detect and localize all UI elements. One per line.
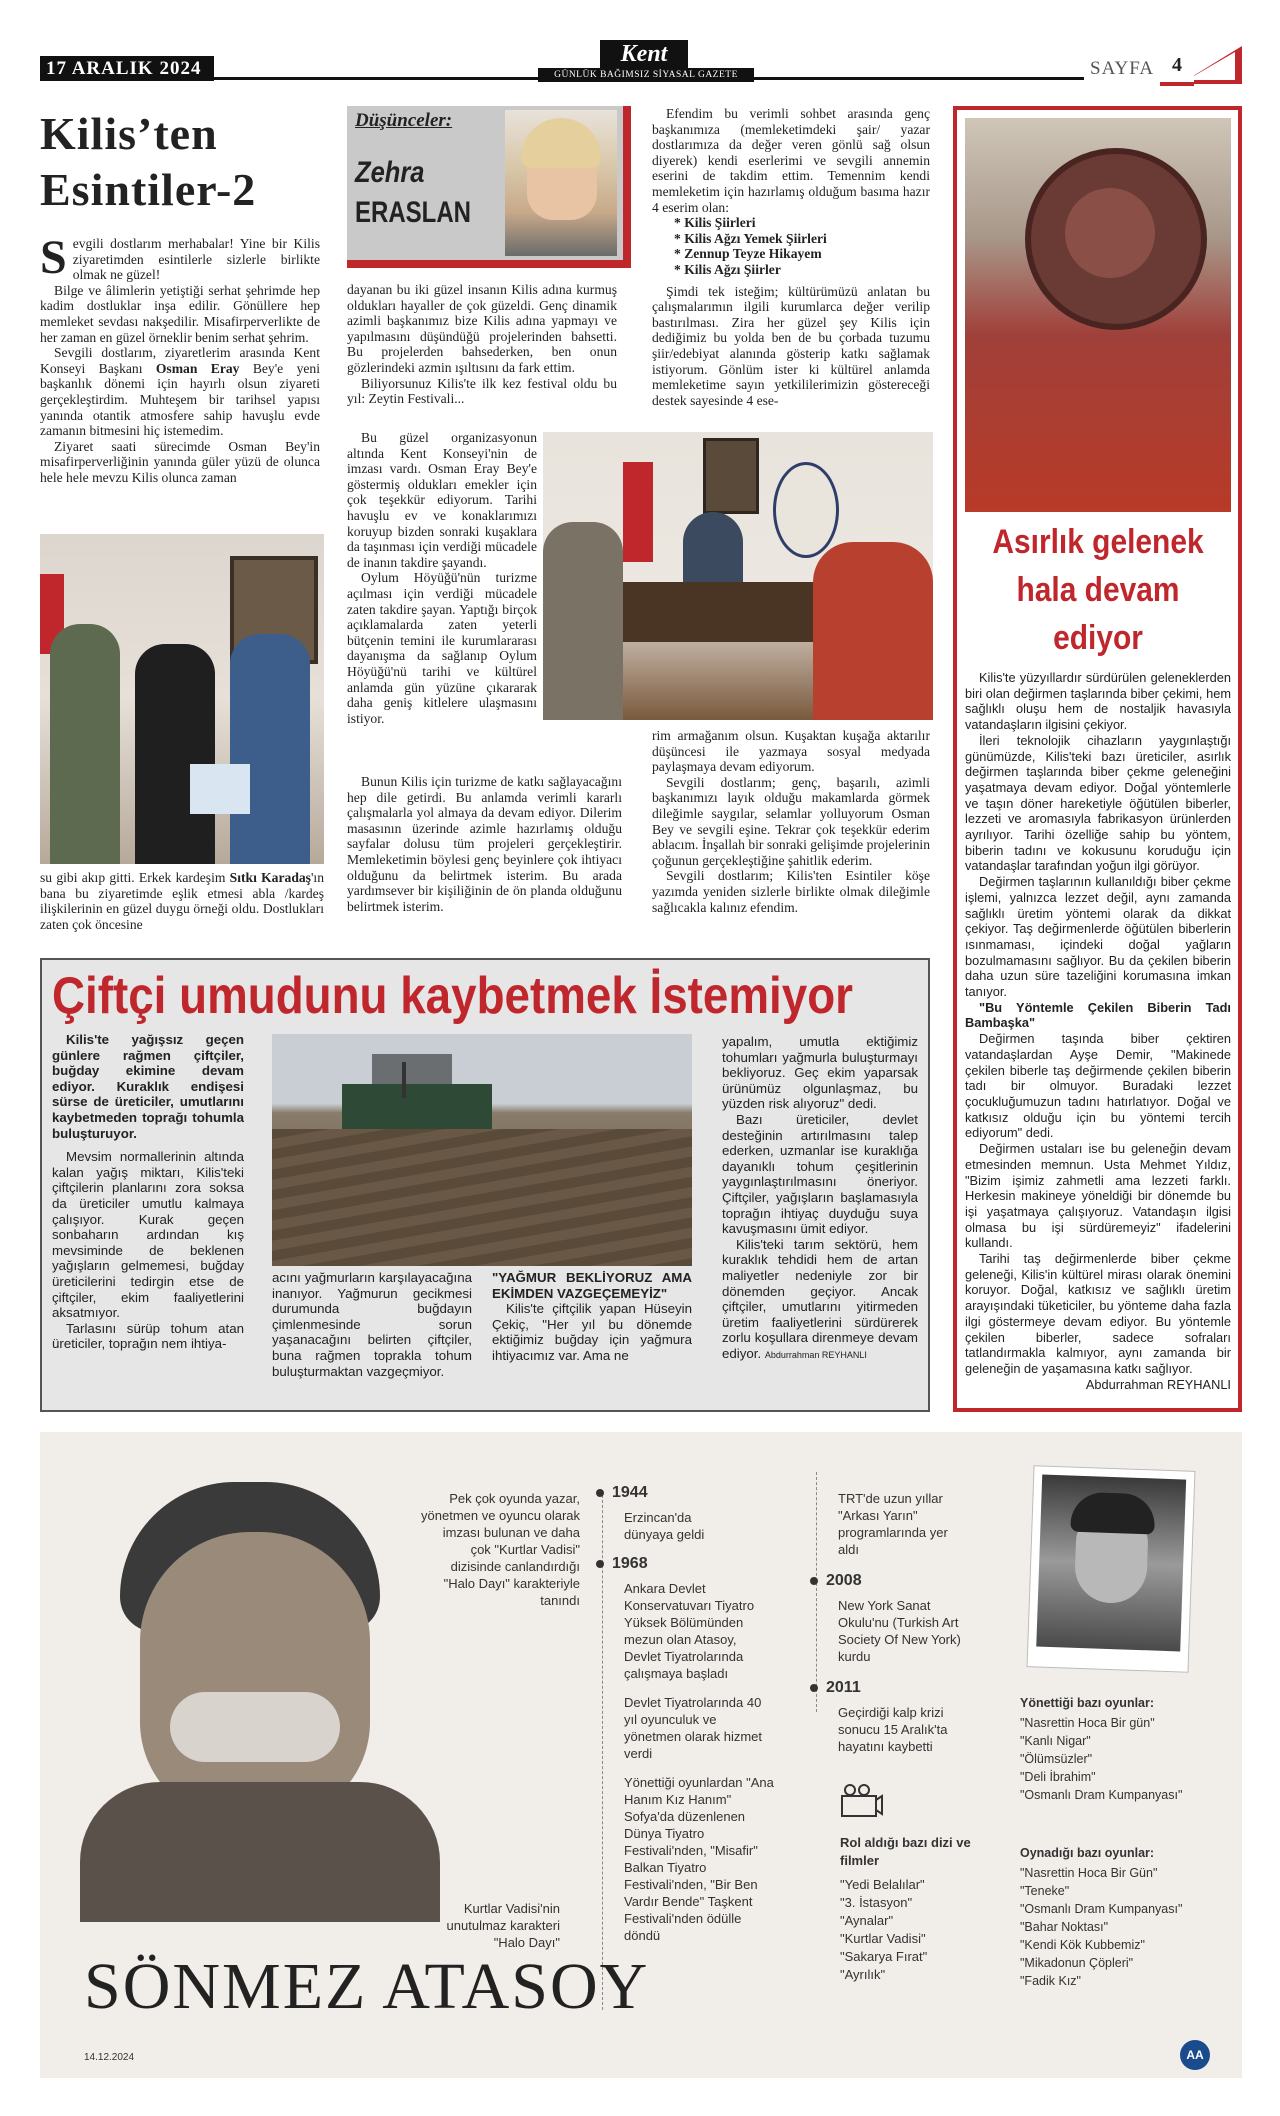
role-item: "Ayrılık" — [840, 1967, 886, 1982]
col1-paragraph-2: Bilge ve âlimlerin yetiştiği serhat şehrimde hep kadim dostluklar inşa edilir. Gönüllere hep memleket sevdası nakşedilir. Misafirperverlikte de her zaman en güzel örneklir benim serhat şehrim. — [40, 282, 320, 345]
played-plays — [1020, 1844, 1230, 1990]
col2-paragraph-4: Oylum Höyüğü'nün turizme açılması için verdiği mücadele zaten takdire şayan. Yaptığı birçok açıklamalarda zaten yeterli bütçenin temini ile kurumlararası dayanışma da sağlanıp Oylum Höyüğü'nü tarihi ve kültürel anlamda gün yüzüne çıkararak daha geniş kitlelere ulaşmasını istiyor. — [347, 570, 537, 726]
played-item: "Osmanlı Dram Kumpanyası" — [1020, 1902, 1183, 1916]
timeline-year: 1968 — [612, 1555, 648, 1572]
pepper-paragraph-1: Kilis'te yüzyıllardır sürdürülen geleneklerden biri olan değirmen taşlarında biber çekimi, hem sağlıklı oluşu hem de nostaljik havasıyla vatandaşların ilgisini çekiyor. — [965, 670, 1231, 733]
author-first-name: Zehra — [355, 156, 425, 189]
role-item: "Kurtlar Vadisi" — [840, 1931, 926, 1946]
pepper-paragraph-5: Değirmen ustaları ise bu geleneğin devam etmesinden memnun. Usta Mehmet Yıldız, "Bizim işimiz zahmetli ama lezzeti farklı. Herkesin makineye yöneldiği bir dönemde bu işi yaşatmaya çalışıyoruz. Vatandaşın ilgisi olmasa bu işi sürdüremeyiz" ifadelerini kullandı. — [965, 1141, 1231, 1251]
farmer-c3-paragraph-1: Kilis'te çiftçilik yapan Hüseyin Çekiç, "Her yıl bu dönemde ektiğimiz buğday için yağmura ihtiyacımız var. Ama ne — [492, 1301, 692, 1363]
author-last-name: ERASLAN — [355, 196, 472, 229]
played-title: Oynadığı bazı oyunlar: — [1020, 1846, 1155, 1860]
timeline-column-2 — [810, 1490, 990, 1755]
played-item: "Fadik Kız" — [1020, 1974, 1081, 1988]
newspaper-logo: Kent — [600, 40, 688, 68]
roles-title: Rol aldığı bazı dizi ve filmler — [840, 1835, 971, 1868]
timeline-entry — [810, 1679, 990, 1755]
portrait-caption: Kurtlar Vadisi'nin unutulmaz karakteri "Halo Dayı" — [446, 1901, 560, 1950]
col1-paragraph-1: evgili dostlarım merhabalar! Yine bir Kilis ziyaretimden esintilerle sizlerle birlikte olmak ne güzel! — [72, 236, 320, 283]
book-item: * Zennup Teyze Hikayem — [674, 246, 822, 262]
issue-date: 17 ARALIK 2024 — [40, 56, 214, 81]
col1-paragraph-5: su gibi akıp gitti. Erkek kardeşim Sıtkı Karadaş'ın bana bu ziyaretimde eşlik etmesi abla /kardeş ilişkilerinin en güzel duygu örneği oldu. Dostlukları zaten çok öncesine — [40, 870, 324, 932]
pepper-paragraph-3: Değirmen taşlarının kullanıldığı biber çekme işlemi, yalnızca lezzet değil, aynı zamanda sağlıklı üretim yöntemi olarak da dikkat çekiyor. Taş değirmenlerde öğütülen biberlerin ısınmaması, içindeki doğal yağların bozulmamasını sağlıyor. Bu da çekilen biberin daha uzun süre tazeliğini korumasına imkan tanıyor. — [965, 874, 1231, 1000]
timeline-text: New York Sanat Okulu'nu (Turkish Art Society Of New York) kurdu — [838, 1598, 961, 1664]
farmer-c1-paragraph-1: Mevsim normallerinin altında kalan yağış miktarı, Kilis'teki çiftçilerin planlarını zora soksa da üreticiler umutlu kalmaya çalışıyor. Kurak geçen sonbaharın ardından kış mevsiminde de beklenen yağışların gelmemesi, buğday üreticilerini tedirgin etse de çiftçiler, ekim faaliyetlerini aksatmıyor. — [52, 1149, 244, 1321]
col2-paragraph-5: Bunun Kilis için turizme de katkı sağlayacağını hep dile getirdi. Bu anlamda verimli kararlı çalışmalarla yol almaya da devam ediyor. Dilerim masasının üzerinde azimle hazırlamış olduğu sayfalar dolusu tüm projeleri gerçekleştirir. Memleketimin böylesi genç beyinlere çok ihtiyacı olduğunu da belirtmek isterim. Bu arada yardımsever bir kişiliğinin de ön planda olduğunu belirtmek isterim. — [347, 774, 622, 914]
directed-item: "Ölümsüzler" — [1020, 1752, 1093, 1766]
page-number: 4 — [1160, 48, 1194, 86]
col3-paragraph-5: Sevgili dostlarım; Kilis'ten Esintiler köşe yazımda yeniden sizlerle birlikte olmak dileğimle sağlıcakla kalınız efendim. — [652, 868, 930, 915]
column-label: Düşünceler: — [355, 110, 453, 131]
book-list — [652, 215, 930, 277]
pepper-paragraph-4: Değirmen taşında biber çektiren vatandaşlardan Ayşe Demir, "Makinede çekilen biberle taş değirmende çekilen biberin tadı bir olmuyor. Buradaki lezzet çocukluğumuzun tadını hatırlatıyor. Doğal ve katkısız olduğu için bu yöntemi tercih ediyorum" dedi. — [965, 1031, 1231, 1141]
played-item: "Kendi Kök Kubbemiz" — [1020, 1938, 1145, 1952]
book-item: * Kilis Şiirleri — [674, 215, 756, 231]
farmer-c4-paragraph-3: Kilis'teki tarım sektörü, hem kuraklık tehdidi hem de artan maliyetler nedeniyle zor bir dönemden geçiyor. Ancak çiftçiler, umutlarını yitirmeden üretim faaliyetlerini sürdürerek zorlu koşullara direnmeye devam ediyor. Abdurrahman REYHANLI — [722, 1236, 918, 1361]
farmer-article-box — [40, 958, 930, 1412]
directed-plays — [1020, 1694, 1230, 1804]
directed-item: "Deli İbrahim" — [1020, 1770, 1096, 1784]
infographic-date: 14.12.2024 — [84, 2052, 135, 2063]
young-portrait-photo — [1027, 1465, 1196, 1673]
col3-paragraph-2: Şimdi tek isteğim; kültürümüzü anlatan bu çalışmalarımın ilgili kurumlarca değer verilip bastırılması. Zira her güzel şey Kilis için dediğimiz bu yolda ben de bu çorbada tuzumu şiir/edebiyat alanında gösterip katkı sağlamak istiyorum. Gönlüm ister ki kültürel anlamda memleketime sayın yetkililerimizin göstereceği destek sayesinde 4 ese- — [652, 283, 930, 408]
film-clapper-icon — [840, 1784, 884, 1818]
trt-text: TRT'de uzun yıllar "Arkası Yarın" programlarında yer aldı — [838, 1491, 948, 1557]
visit-photo-2 — [543, 432, 933, 720]
farmer-c4-paragraph-1: yapalım, umutla ektiğimiz tohumları yağmurla buluşturmayı bekliyoruz. Geç ekim yaparsak ürünümüz olgunlaşmaz, bu yüzden risk alıyoruz" dedi. — [722, 1034, 918, 1112]
page-label: SAYFA — [1090, 58, 1155, 79]
farmer-byline: Abdurrahman REYHANLI — [764, 1349, 867, 1360]
col2-paragraph-3: Bu güzel organizasyonun altında Kent Konseyi'nin de imzası vardı. Osman Eray Bey'e göstermiş oldukları emekler için çok teşekkür ediyorum. Tarihi havuşlu ev ve konaklarımızı koruyup bizden sonraki kuşaklara da taşınması için verdiği mücadele de inanın takdire şayandı. — [347, 430, 537, 570]
article-title-line2: Esintiler-2 — [40, 164, 257, 215]
role-item: "Aynalar" — [840, 1913, 894, 1928]
role-item: "3. İstasyon" — [840, 1895, 913, 1910]
timeline-text: Devlet Tiyatrolarında 40 yıl oyunculuk ve yönetmen olarak hizmet verdi — [624, 1695, 763, 1761]
timeline-text: Yönettiği oyunlardan "Ana Hanım Kız Hanım" Sofya'da düzenlenen Dünya Tiyatro Festivali'nden, "Misafir" Balkan Tiyatro Festivali'nden, "Bir Ben Vardır Bende" Taşkent Festivali'nden ödülle döndü — [624, 1775, 774, 1943]
directed-item: "Kanlı Nigar" — [1020, 1734, 1091, 1748]
timeline-year: 1944 — [612, 1484, 648, 1501]
infographic-intro: Pek çok oyunda yazar, yönetmen ve oyuncu olarak imzası bulunan ve daha çok "Kurtlar Vadisi" dizisinde canlandırdığı "Halo Dayı" karakteriyle tanındı — [421, 1491, 580, 1608]
col1-paragraph-4: Ziyaret saati sürecimde Osman Bey'in misafirperverliğinin yanında güler yüzü de olunca hele hele mevzu Kilis olunca zaman — [40, 438, 320, 485]
pepper-subheading: "Bu Yöntemle Çekilen Biberin Tadı Bambaşka" — [965, 999, 1231, 1031]
article-title-line1: Kilis’ten — [40, 108, 218, 159]
obituary-infographic — [40, 1432, 1242, 2078]
timeline-entry — [810, 1572, 990, 1665]
directed-item: "Nasrettin Hoca Bir gün" — [1020, 1716, 1155, 1730]
farmer-c2-paragraph-1: acını yağmurların karşılayacağına inanıyor. Yağmurun gecikmesi durumunda buğdayın çimlenmesinde sorun yaşanacağını belirten çiftçiler, buna rağmen toprakla tohum buluşturmaktan vazgeçmiyor. — [272, 1270, 472, 1379]
author-photo — [505, 110, 617, 256]
drop-cap: S — [40, 231, 67, 284]
roles-list — [840, 1834, 990, 1984]
timeline-entry — [596, 1555, 796, 1944]
farmer-c1-paragraph-2: Tarlasını sürüp tohum atan üreticiler, toprağın nem ihtiya- — [52, 1320, 244, 1352]
timeline-year: 2011 — [826, 1679, 861, 1696]
col3-paragraph-4: Sevgili dostlarım; genç, başarılı, azimli başkanımızı layık olduğu makamlarda görmek dileğimle saygılar, selamlar yolluyorum Osman Bey ve sevgili eşine. Tekrar çok teşekkür ederim ablacım. İnşallah bir sonraki gelişimde projelerinin çoğunun gerçekleştiğine şahitlik ederim. — [652, 774, 930, 868]
played-item: "Mikadonun Çöpleri" — [1020, 1956, 1134, 1970]
col2-paragraph-2: Biliyorsunuz Kilis'te ilk kez festival oldu bu yıl: Zeytin Festivali... — [347, 375, 617, 407]
visit-photo-1 — [40, 534, 324, 864]
col3-paragraph-3: rim armağanım olsun. Kuşaktan kuşağa aktarılır düşüncesi ile yazmaya sosyal medyada paylaşmaya devam ediyorum. — [652, 728, 930, 775]
book-item: * Kilis Ağzı Şiirler — [674, 261, 781, 277]
timeline-column-1 — [596, 1484, 796, 1944]
role-item: "Yedi Belalılar" — [840, 1877, 925, 1892]
played-item: "Nasrettin Hoca Bir Gün" — [1020, 1866, 1158, 1880]
pepper-byline: Abdurrahman REYHANLI — [1085, 1376, 1231, 1392]
author-box — [347, 106, 631, 268]
book-item: * Kilis Ağzı Yemek Şiirleri — [674, 230, 827, 246]
farmer-headline: Çiftçi umudunu kaybetmek İstemiyor — [52, 967, 853, 1025]
col3-paragraph-1: Efendim bu verimli sohbet arasında genç başkanımıza (memleketimdeki şair/ yazar dostlarımıza da değer veren gönlü sağ olsun diyerek) kendi eserlerimi ve sevgili annemin eserini de takdim ettim. Temennim kendi memleketim için hazırlamış olduğum basıma hazır 4 eserim olan: — [652, 106, 930, 215]
agency-logo: AA — [1180, 2040, 1210, 2070]
newspaper-subtitle: GÜNLÜK BAĞIMSIZ SİYASAL GAZETE — [538, 68, 754, 82]
tractor-photo — [272, 1034, 692, 1266]
col1-paragraph-3: Sevgili dostlarım, ziyaretlerim arasında Kent Konseyi Başkanı Osman Eray Bey'e yeni başkanlık dönemi için hayırlı olsun ziyareti gerçekleştirdim. Muhteşem bir tarihsel yapısı yanında otantik atmosfere sahip havuşlu evde zamanın bitmesini hiç istemedim. — [40, 345, 320, 439]
timeline-text: Ankara Devlet Konservatuvarı Tiyatro Yüksek Bölümünden mezun olan Atasoy, Devlet Tiyatrolarında çalışmaya başladı — [624, 1581, 755, 1681]
timeline-text: Erzincan'da dünyaya geldi — [624, 1510, 705, 1542]
farmer-c4-paragraph-2: Bazı üreticiler, devlet desteğinin artırılmasını talep ederken, uzmanlar ise kuraklığa dayanıklı tohum çeşitlerinin yaygınlaştırılmasını öneriyor. Çiftçiler, yağışların başlamasıyla toprağın ihtiyaç duyduğu suya kavuşmasını ümit ediyor. — [722, 1111, 918, 1237]
pepper-headline: Asırlık gelenek hala devam ediyor — [992, 523, 1204, 657]
played-item: "Teneke" — [1020, 1884, 1070, 1898]
timeline-text: Geçirdiği kalp krizi sonucu 15 Aralık'ta hayatını kaybetti — [838, 1705, 948, 1754]
pepper-article-box — [953, 106, 1242, 1412]
directed-title: Yönettiği bazı oyunlar: — [1020, 1696, 1155, 1710]
sonmez-atasoy-portrait — [60, 1452, 460, 1922]
pepper-paragraph-2: İleri teknolojik cihazların yaygınlaştığı günümüzde, Kilis'teki bazı üreticiler, asırlık değirmen taşlarında biber çekme geleneğini yaşatmaya devam ediyor. Doğal yöntemlerle ve taşın döner hareketiyle öğütülen biberler, lezzeti ve aromasıyla fabrikasyon ürünlerden ayrılıyor. Tarihi özelliğe sahip bu yöntem, biberin tadını ve kokusunu koruduğu için vatandaşlar tarafından yoğun ilgi görüyor. — [965, 732, 1231, 874]
person-name: SÖNMEZ ATASOY — [84, 1950, 650, 2023]
timeline-entry — [596, 1484, 796, 1543]
timeline-year: 2008 — [826, 1572, 862, 1589]
stone-mill-photo — [965, 118, 1231, 512]
role-item: "Sakarya Fırat" — [840, 1949, 928, 1964]
farmer-subheading: "YAĞMUR BEKLİYORUZ AMA EKİMDEN VAZGEÇEMEYİZ" — [492, 1270, 692, 1301]
played-item: "Bahar Noktası" — [1020, 1920, 1109, 1934]
directed-item: "Osmanlı Dram Kumpanyası" — [1020, 1788, 1183, 1802]
col2-paragraph-1: dayanan bu iki güzel insanın Kilis adına kurmuş oldukları hayaller de çok güzeldi. Genç dinamik azimli başkanımız bize Kilis adına yapmayı ve yapılmasını düşündüğü projelerinden bahsetti. Bu projelerden bahsederken, ben onun gözlerindeki azmin ışıltısını da fark ettim. — [347, 282, 617, 375]
farmer-lead: Kilis'te yağışsız geçen günlere rağmen çiftçiler, buğday ekimine devam ediyor. Kuraklık endişesi sürse de üreticiler, umutlarını kaybetmeden toprağı tohumla buluşturuyor. — [52, 1032, 244, 1141]
pepper-paragraph-6: Tarihi taş değirmenlerde biber çekme geleneği, Kilis'in kültürel mirası olarak önemini koruyor. Doğal, katkısız ve sağlıklı üretim arayışındaki tüketiciler, bu yönteme daha fazla ilgi göstermeye devam ediyor. Bu yöntemle çekilen biberler, sadece sofraları tatlandırmakla kalmıyor, aynı zamanda bir geleneğin de yaşamasına katkı sağlıyor. — [965, 1251, 1231, 1376]
